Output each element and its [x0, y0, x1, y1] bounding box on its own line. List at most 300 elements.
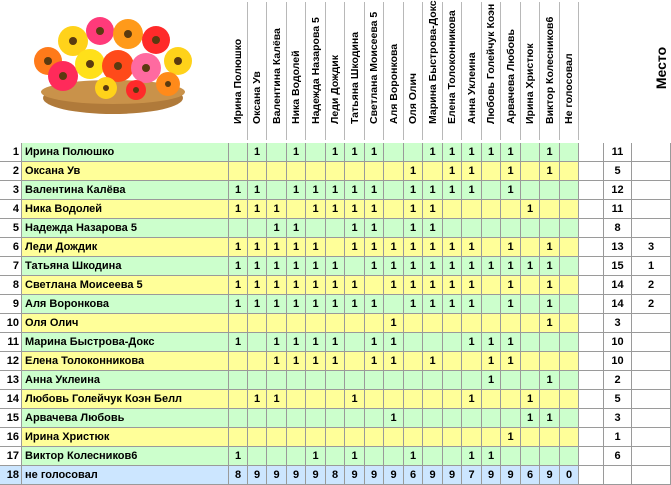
spacer-cell: [579, 276, 604, 295]
column-header-label: Ирина Христюк: [524, 43, 536, 124]
vote-cell: [248, 219, 267, 238]
vote-cell: 1: [248, 257, 267, 276]
vote-cell: 1: [248, 276, 267, 295]
participant-name: Марина Быстрова-Докс: [22, 333, 229, 352]
place-cell: [632, 390, 671, 409]
vote-cell: [560, 428, 579, 447]
vote-cell: 1: [326, 276, 345, 295]
total-cell: 1: [604, 428, 632, 447]
header-area: [0, 0, 671, 143]
vote-cell: [267, 371, 287, 390]
total-cell: 15: [604, 257, 632, 276]
vote-cell: [365, 428, 384, 447]
vote-cell: [384, 295, 404, 314]
vote-cell: [384, 371, 404, 390]
vote-cell: [462, 219, 482, 238]
vote-cell: [482, 428, 501, 447]
vote-cell: 1: [384, 314, 404, 333]
participant-name: Оксана Ув: [22, 162, 229, 181]
vote-cell: 1: [306, 352, 326, 371]
vote-cell: [501, 409, 521, 428]
vote-cell: 9: [482, 466, 501, 485]
vote-cell: [501, 200, 521, 219]
table-row: [0, 181, 671, 200]
vote-cell: [229, 390, 248, 409]
vote-cell: 1: [423, 352, 443, 371]
vote-cell: 1: [462, 238, 482, 257]
vote-cell: [560, 143, 579, 162]
spacer-cell: [579, 162, 604, 181]
vote-cell: 1: [521, 200, 540, 219]
vote-cell: 1: [404, 238, 423, 257]
vote-cell: 1: [267, 390, 287, 409]
vote-cell: [540, 219, 560, 238]
total-cell: 5: [604, 390, 632, 409]
vote-cell: 1: [306, 447, 326, 466]
vote-cell: 1: [267, 257, 287, 276]
vote-cell: 9: [423, 466, 443, 485]
column-header: [345, 2, 365, 140]
vote-cell: 1: [501, 352, 521, 371]
vote-cell: 1: [404, 257, 423, 276]
vote-cell: 1: [345, 181, 365, 200]
participant-name: Любовь Голейчук Коэн Белл: [22, 390, 229, 409]
row-number: 3: [0, 181, 22, 200]
vote-cell: 1: [287, 257, 306, 276]
column-header-label: Надежда Назарова 5: [309, 17, 322, 124]
vote-cell: 1: [248, 295, 267, 314]
vote-cell: 1: [326, 181, 345, 200]
vote-cell: [384, 162, 404, 181]
participant-name: Арвачева Любовь: [22, 409, 229, 428]
vote-cell: [248, 333, 267, 352]
vote-cell: 1: [404, 295, 423, 314]
vote-cell: [267, 428, 287, 447]
vote-cell: [560, 371, 579, 390]
vote-cell: 1: [462, 295, 482, 314]
vote-cell: [482, 238, 501, 257]
table-row: [0, 352, 671, 371]
column-header-label: Валентина Калёва: [270, 28, 283, 124]
vote-cell: [365, 409, 384, 428]
vote-cell: 1: [248, 238, 267, 257]
vote-cell: 1: [540, 409, 560, 428]
place-cell: 2: [632, 276, 671, 295]
place-cell: 1: [632, 257, 671, 276]
participant-name: Аля Воронкова: [22, 295, 229, 314]
vote-cell: 1: [248, 390, 267, 409]
column-header: [267, 2, 287, 140]
participant-name: Леди Дождик: [22, 238, 229, 257]
total-cell: 10: [604, 352, 632, 371]
vote-cell: 8: [326, 466, 345, 485]
vote-cell: [287, 314, 306, 333]
vote-cell: [443, 333, 462, 352]
table-row: [0, 295, 671, 314]
table-row: [0, 314, 671, 333]
vote-cell: 0: [560, 466, 579, 485]
vote-cell: 1: [287, 352, 306, 371]
vote-cell: [501, 314, 521, 333]
vote-cell: [404, 143, 423, 162]
place-cell: [632, 371, 671, 390]
vote-cell: 1: [482, 352, 501, 371]
participant-name: не голосовал: [22, 466, 229, 485]
vote-cell: [501, 371, 521, 390]
vote-cell: [540, 333, 560, 352]
participant-name: Ирина Христюк: [22, 428, 229, 447]
vote-cell: 9: [267, 466, 287, 485]
table-row: [0, 219, 671, 238]
column-header-label: Татьяна Шкодина: [348, 31, 361, 124]
vote-cell: [267, 314, 287, 333]
vote-cell: 1: [306, 200, 326, 219]
column-header-label: Оксана Ув: [251, 71, 263, 124]
participant-name: Надежда Назарова 5: [22, 219, 229, 238]
vote-cell: [365, 314, 384, 333]
vote-cell: [287, 409, 306, 428]
vote-cell: 1: [384, 333, 404, 352]
table-row: [0, 390, 671, 409]
column-header: [384, 2, 404, 140]
vote-cell: [521, 371, 540, 390]
vote-cell: [560, 409, 579, 428]
vote-cell: [540, 447, 560, 466]
vote-cell: [326, 314, 345, 333]
vote-cell: 1: [521, 390, 540, 409]
vote-cell: [404, 333, 423, 352]
column-header-label: Елена Толоконникова: [446, 10, 458, 124]
vote-cell: 1: [306, 257, 326, 276]
spacer-cell: [579, 181, 604, 200]
vote-cell: [540, 352, 560, 371]
vote-cell: 6: [521, 466, 540, 485]
vote-cell: [521, 314, 540, 333]
row-number: 11: [0, 333, 22, 352]
vote-cell: 8: [229, 466, 248, 485]
vote-cell: [267, 447, 287, 466]
vote-cell: 1: [345, 238, 365, 257]
participant-name: Валентина Калёва: [22, 181, 229, 200]
spacer-cell: [579, 295, 604, 314]
vote-cell: 1: [423, 200, 443, 219]
vote-cell: 1: [326, 352, 345, 371]
vote-cell: [229, 371, 248, 390]
vote-cell: 1: [404, 200, 423, 219]
vote-cell: [540, 390, 560, 409]
vote-cell: 1: [267, 200, 287, 219]
vote-cell: 1: [443, 181, 462, 200]
vote-cell: 1: [521, 409, 540, 428]
place-cell: [632, 314, 671, 333]
vote-cell: [482, 390, 501, 409]
vote-cell: [501, 219, 521, 238]
vote-cell: 1: [501, 143, 521, 162]
vote-cell: 1: [404, 219, 423, 238]
vote-cell: [306, 428, 326, 447]
vote-cell: [326, 409, 345, 428]
vote-cell: 1: [267, 219, 287, 238]
vote-cell: [384, 390, 404, 409]
spacer-cell: [579, 352, 604, 371]
vote-cell: [384, 181, 404, 200]
participant-name: Оля Олич: [22, 314, 229, 333]
vote-cell: [521, 352, 540, 371]
vote-cell: [248, 409, 267, 428]
vote-cell: 1: [326, 333, 345, 352]
vote-cell: 1: [365, 200, 384, 219]
spacer-cell: [579, 257, 604, 276]
vote-cell: 1: [482, 333, 501, 352]
vote-cell: 1: [423, 219, 443, 238]
place-cell: [632, 428, 671, 447]
row-number: 17: [0, 447, 22, 466]
table-row: [0, 276, 671, 295]
vote-cell: [482, 409, 501, 428]
vote-cell: [365, 390, 384, 409]
row-number: 1: [0, 143, 22, 162]
vote-cell: [287, 447, 306, 466]
vote-cell: [423, 162, 443, 181]
place-cell: [632, 181, 671, 200]
total-cell: 10: [604, 333, 632, 352]
vote-cell: [521, 143, 540, 162]
vote-cell: 1: [501, 162, 521, 181]
vote-cell: [462, 428, 482, 447]
vote-cell: 1: [501, 276, 521, 295]
row-number: 6: [0, 238, 22, 257]
vote-cell: [423, 333, 443, 352]
vote-cell: [306, 162, 326, 181]
vote-cell: 9: [540, 466, 560, 485]
vote-cell: 1: [404, 162, 423, 181]
vote-cell: 6: [404, 466, 423, 485]
column-header: [462, 2, 482, 140]
vote-cell: [443, 200, 462, 219]
vote-cell: 1: [267, 238, 287, 257]
total-cell: 11: [604, 200, 632, 219]
vote-cell: [248, 447, 267, 466]
vote-cell: 1: [267, 333, 287, 352]
vote-cell: [482, 162, 501, 181]
row-number: 16: [0, 428, 22, 447]
vote-cell: 1: [462, 333, 482, 352]
place-cell: [632, 200, 671, 219]
vote-cell: 1: [229, 238, 248, 257]
vote-cell: 9: [248, 466, 267, 485]
vote-cell: [443, 390, 462, 409]
vote-cell: [443, 428, 462, 447]
vote-cell: 1: [287, 181, 306, 200]
spacer-cell: [579, 333, 604, 352]
column-header-label: Марина Быстрова-Докс: [426, 0, 439, 124]
row-number: 10: [0, 314, 22, 333]
participant-name: Анна Уклеина: [22, 371, 229, 390]
vote-cell: 1: [540, 371, 560, 390]
vote-cell: [521, 447, 540, 466]
vote-cell: [560, 200, 579, 219]
vote-cell: 1: [306, 238, 326, 257]
vote-cell: [501, 390, 521, 409]
place-cell: [632, 352, 671, 371]
vote-cell: 1: [443, 143, 462, 162]
vote-cell: 9: [365, 466, 384, 485]
vote-cell: [560, 352, 579, 371]
vote-cell: 1: [540, 276, 560, 295]
vote-cell: 1: [365, 238, 384, 257]
vote-cell: [482, 181, 501, 200]
vote-cell: [267, 162, 287, 181]
vote-cell: [365, 447, 384, 466]
participant-name: Виктор Колесников6: [22, 447, 229, 466]
vote-cell: 1: [423, 143, 443, 162]
vote-cell: 1: [287, 333, 306, 352]
vote-cell: [267, 143, 287, 162]
vote-cell: [443, 219, 462, 238]
vote-cell: [462, 200, 482, 219]
participant-name: Татьяна Шкодина: [22, 257, 229, 276]
vote-cell: 1: [345, 219, 365, 238]
vote-cell: [345, 257, 365, 276]
vote-cell: 1: [443, 257, 462, 276]
column-header: [229, 2, 248, 140]
vote-cell: [521, 238, 540, 257]
vote-cell: [345, 352, 365, 371]
vote-cell: [345, 371, 365, 390]
table-row: [0, 162, 671, 181]
vote-cell: [443, 409, 462, 428]
vote-cell: [404, 314, 423, 333]
vote-cell: [326, 219, 345, 238]
vote-cell: 1: [345, 390, 365, 409]
vote-cell: [248, 314, 267, 333]
flower-bouquet-icon: [18, 6, 208, 116]
column-header: [560, 2, 579, 140]
vote-cell: 1: [287, 276, 306, 295]
vote-cell: [540, 428, 560, 447]
vote-cell: 1: [384, 238, 404, 257]
vote-cell: 1: [365, 257, 384, 276]
vote-cell: 1: [229, 447, 248, 466]
vote-cell: 1: [404, 276, 423, 295]
spacer-cell: [579, 200, 604, 219]
vote-cell: 1: [482, 371, 501, 390]
vote-cell: 1: [365, 352, 384, 371]
vote-cell: [482, 219, 501, 238]
vote-cell: 1: [443, 238, 462, 257]
column-header: [521, 2, 540, 140]
vote-cell: 1: [462, 162, 482, 181]
row-number: 15: [0, 409, 22, 428]
table-row: [0, 447, 671, 466]
vote-cell: 1: [501, 181, 521, 200]
vote-cell: [384, 200, 404, 219]
column-header-label: Ника Водолей: [290, 50, 302, 124]
vote-cell: [384, 219, 404, 238]
vote-cell: 9: [306, 466, 326, 485]
vote-cell: [345, 314, 365, 333]
row-number: 8: [0, 276, 22, 295]
place-cell: [632, 219, 671, 238]
vote-cell: 1: [345, 276, 365, 295]
vote-cell: [384, 447, 404, 466]
total-cell: 3: [604, 409, 632, 428]
vote-cell: 1: [443, 276, 462, 295]
vote-cell: 1: [287, 238, 306, 257]
vote-cell: 1: [365, 333, 384, 352]
vote-cell: 9: [501, 466, 521, 485]
vote-cell: [482, 295, 501, 314]
table-row: [0, 428, 671, 447]
vote-cell: [560, 219, 579, 238]
vote-cell: [521, 295, 540, 314]
vote-cell: [326, 162, 345, 181]
vote-cell: [248, 428, 267, 447]
column-header: [248, 2, 267, 140]
vote-cell: [229, 409, 248, 428]
vote-cell: [404, 352, 423, 371]
vote-cell: [345, 409, 365, 428]
vote-cell: [443, 352, 462, 371]
vote-cell: 1: [404, 447, 423, 466]
vote-cell: 1: [267, 295, 287, 314]
vote-cell: [540, 200, 560, 219]
place-cell: [632, 333, 671, 352]
vote-cell: [229, 428, 248, 447]
vote-cell: 1: [462, 390, 482, 409]
table-row: [0, 371, 671, 390]
vote-cell: [560, 162, 579, 181]
vote-cell: 1: [326, 143, 345, 162]
vote-cell: [306, 409, 326, 428]
table-row: [0, 257, 671, 276]
total-cell: 14: [604, 276, 632, 295]
spacer-cell: [579, 390, 604, 409]
vote-cell: 1: [267, 276, 287, 295]
vote-cell: [521, 276, 540, 295]
row-number: 2: [0, 162, 22, 181]
spacer-cell: [579, 371, 604, 390]
vote-cell: 1: [462, 447, 482, 466]
place-cell: 3: [632, 238, 671, 257]
vote-cell: 1: [423, 276, 443, 295]
vote-cell: 1: [540, 162, 560, 181]
column-header-label: Леди Дождик: [329, 55, 341, 124]
vote-cell: 1: [501, 428, 521, 447]
vote-cell: 1: [540, 257, 560, 276]
vote-cell: [540, 181, 560, 200]
vote-cell: 1: [229, 276, 248, 295]
vote-cell: [482, 276, 501, 295]
vote-cell: [404, 409, 423, 428]
vote-cell: [229, 143, 248, 162]
vote-cell: 1: [248, 181, 267, 200]
vote-cell: [462, 409, 482, 428]
vote-cell: 1: [326, 295, 345, 314]
vote-cell: [560, 181, 579, 200]
spacer-cell: [579, 219, 604, 238]
vote-cell: [326, 428, 345, 447]
vote-cell: 1: [423, 295, 443, 314]
vote-cell: [365, 371, 384, 390]
total-cell: 8: [604, 219, 632, 238]
vote-cell: 1: [482, 143, 501, 162]
column-header: [482, 2, 501, 140]
place-cell: [632, 409, 671, 428]
vote-cell: 1: [287, 295, 306, 314]
place-cell: [632, 143, 671, 162]
row-number: 4: [0, 200, 22, 219]
